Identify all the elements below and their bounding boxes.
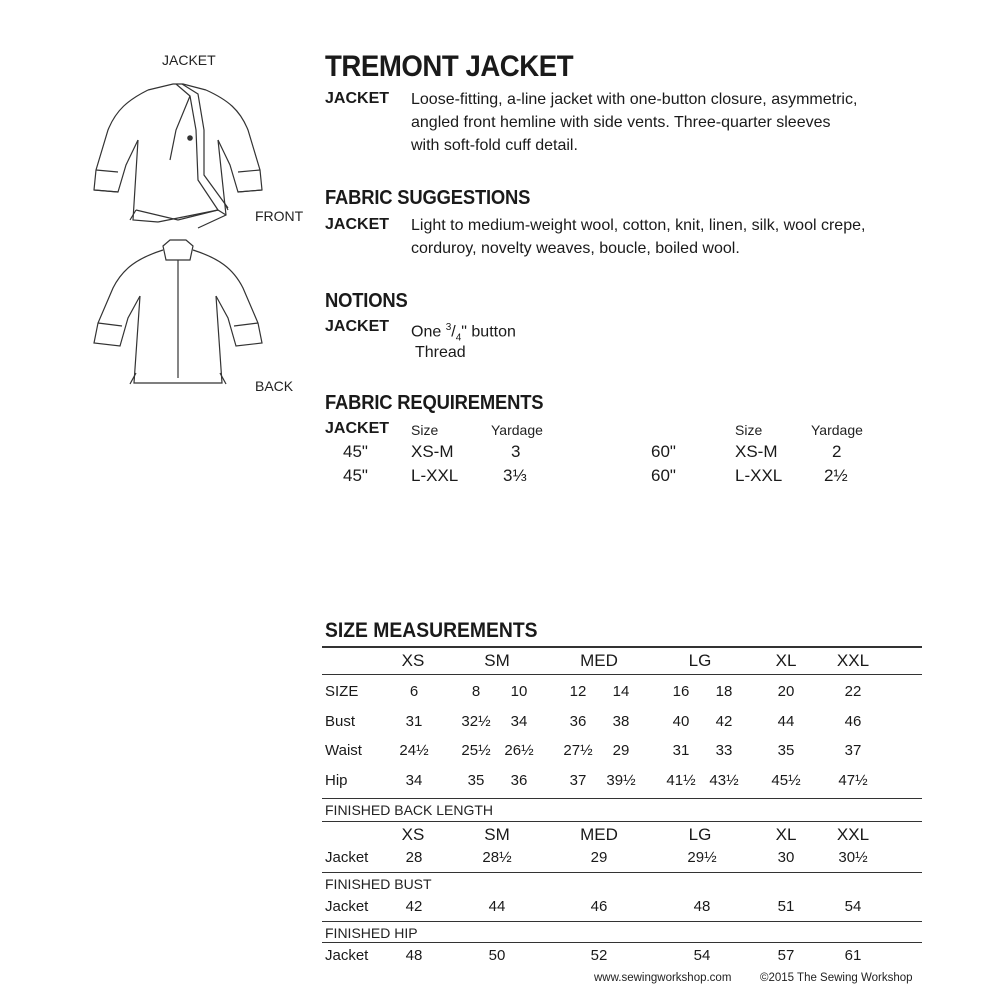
size-measurements-heading: SIZE MEASUREMENTS bbox=[325, 619, 538, 642]
finished-bust-cell: 54 bbox=[844, 898, 862, 915]
fabric-req-size: XS-M bbox=[735, 442, 778, 461]
hip-cell: 45½ bbox=[771, 772, 801, 789]
fabric-req-width: 60" bbox=[651, 442, 676, 461]
finished-hip-rule bbox=[322, 921, 922, 922]
fabric-req-yardage-header-right: Yardage bbox=[811, 422, 863, 438]
waist-cell: 26½ bbox=[504, 742, 534, 759]
notions-label: JACKET bbox=[325, 318, 390, 335]
size-group-header: SM bbox=[484, 651, 510, 670]
fabric-req-width: 60" bbox=[651, 466, 676, 485]
front-view-label: FRONT bbox=[255, 208, 304, 224]
back-length-cell: 29½ bbox=[687, 849, 717, 866]
hip-cell: 34 bbox=[405, 772, 423, 789]
waist-row-label: Waist bbox=[325, 742, 362, 759]
notions-heading: NOTIONS bbox=[325, 290, 408, 312]
finished-hip-cell: 52 bbox=[590, 947, 608, 964]
size-cell: 12 bbox=[569, 683, 587, 700]
jacket-illustration-label: JACKET bbox=[162, 52, 216, 68]
back-view-label: BACK bbox=[255, 378, 294, 394]
size-group-header: LG bbox=[688, 651, 712, 670]
description-line-2: angled front hemline with side vents. Three-quarter sleeves bbox=[411, 114, 831, 131]
size-header-rule bbox=[322, 674, 922, 675]
fabric-req-width: 45" bbox=[343, 466, 368, 485]
fabric-req-yardage: 3 bbox=[511, 442, 521, 461]
fabric-suggestions-line-1: Light to medium-weight wool, cotton, knit, linen, silk, wool crepe, bbox=[411, 217, 866, 234]
finished-bust-heading: FINISHED BUST bbox=[325, 876, 432, 892]
waist-cell: 31 bbox=[672, 742, 690, 759]
finished-bust-cell: 44 bbox=[488, 898, 506, 915]
fabric-requirements-heading: FABRIC REQUIREMENTS bbox=[325, 392, 544, 414]
footer-copyright: ©2015 The Sewing Workshop bbox=[760, 972, 913, 984]
finished-bust-cell: 46 bbox=[590, 898, 608, 915]
hip-row-label: Hip bbox=[325, 772, 348, 789]
hip-cell: 47½ bbox=[838, 772, 868, 789]
size-group-header: XS bbox=[401, 825, 425, 844]
back-length-cell: 29 bbox=[590, 849, 608, 866]
size-cell: 16 bbox=[672, 683, 690, 700]
finished-back-length-heading-rule bbox=[322, 821, 922, 822]
notions-button-line: One $^3/_4$" button bbox=[411, 322, 516, 344]
notions-button-numerator: 3 bbox=[445, 322, 452, 333]
finished-hip-cell: 48 bbox=[405, 947, 423, 964]
hip-cell: 39½ bbox=[606, 772, 636, 789]
size-cell: 14 bbox=[612, 683, 630, 700]
size-cell: 18 bbox=[715, 683, 733, 700]
fabric-suggestions-label: JACKET bbox=[325, 216, 390, 233]
bust-cell: 36 bbox=[569, 713, 587, 730]
fabric-req-width: 45" bbox=[343, 442, 368, 461]
fabric-req-yardage: 2½ bbox=[824, 466, 848, 485]
notions-button-prefix: One bbox=[411, 323, 446, 341]
fabric-req-size-header-right: Size bbox=[735, 422, 763, 438]
size-group-header: LG bbox=[688, 825, 712, 844]
finished-bust-row-label: Jacket bbox=[325, 898, 369, 915]
size-group-header: XS bbox=[401, 651, 425, 670]
finished-bust-cell: 42 bbox=[405, 898, 423, 915]
waist-cell: 27½ bbox=[563, 742, 593, 759]
waist-cell: 33 bbox=[715, 742, 733, 759]
finished-bust-cell: 48 bbox=[693, 898, 711, 915]
notions-button-suffix: " button bbox=[461, 323, 516, 341]
hip-cell: 37 bbox=[569, 772, 587, 789]
fabric-req-yardage: 3⅓ bbox=[503, 466, 527, 485]
waist-cell: 29 bbox=[612, 742, 630, 759]
fabric-suggestions-heading: FABRIC SUGGESTIONS bbox=[325, 187, 531, 209]
finished-hip-cell: 54 bbox=[693, 947, 711, 964]
waist-cell: 24½ bbox=[399, 742, 429, 759]
hip-cell: 41½ bbox=[666, 772, 696, 789]
back-length-cell: 28½ bbox=[482, 849, 512, 866]
size-cell: 8 bbox=[471, 683, 481, 700]
back-length-cell: 30½ bbox=[838, 849, 868, 866]
finished-hip-heading-rule bbox=[322, 942, 922, 943]
bust-cell: 32½ bbox=[461, 713, 491, 730]
bust-cell: 40 bbox=[672, 713, 690, 730]
bust-cell: 34 bbox=[510, 713, 528, 730]
bust-cell: 46 bbox=[844, 713, 862, 730]
finished-hip-cell: 50 bbox=[488, 947, 506, 964]
size-table-top-rule bbox=[322, 646, 922, 648]
bust-cell: 44 bbox=[777, 713, 795, 730]
fabric-suggestions-line-2: corduroy, novelty weaves, boucle, boiled wool. bbox=[411, 240, 740, 257]
finished-bust-cell: 51 bbox=[777, 898, 795, 915]
waist-cell: 35 bbox=[777, 742, 795, 759]
size-group-header: SM bbox=[484, 825, 510, 844]
back-length-row-label: Jacket bbox=[325, 849, 369, 866]
bust-cell: 38 bbox=[612, 713, 630, 730]
bust-cell: 31 bbox=[405, 713, 423, 730]
hip-cell: 43½ bbox=[709, 772, 739, 789]
description-label: JACKET bbox=[325, 90, 390, 107]
size-cell: 6 bbox=[409, 683, 419, 700]
fabric-req-size-header-left: Size bbox=[411, 422, 439, 438]
back-length-cell: 28 bbox=[405, 849, 423, 866]
size-group-header: MED bbox=[580, 825, 618, 844]
size-cell: 10 bbox=[510, 683, 528, 700]
fabric-req-size: XS-M bbox=[411, 442, 454, 461]
fabric-requirements-label: JACKET bbox=[325, 420, 390, 437]
notions-button-denominator: 4 bbox=[455, 332, 462, 344]
finished-hip-heading: FINISHED HIP bbox=[325, 925, 418, 941]
jacket-back-illustration bbox=[78, 238, 278, 398]
size-group-header: MED bbox=[580, 651, 618, 670]
hip-cell: 36 bbox=[510, 772, 528, 789]
size-group-header: XL bbox=[775, 825, 797, 844]
notions-thread: Thread bbox=[415, 344, 466, 361]
finished-back-length-heading: FINISHED BACK LENGTH bbox=[325, 802, 494, 818]
description-line-3: with soft-fold cuff detail. bbox=[411, 137, 578, 154]
fabric-req-yardage: 2 bbox=[832, 442, 842, 461]
fabric-req-size: L-XXL bbox=[735, 466, 783, 485]
waist-cell: 25½ bbox=[461, 742, 491, 759]
size-group-header: XXL bbox=[836, 825, 870, 844]
finished-hip-cell: 57 bbox=[777, 947, 795, 964]
finished-hip-row-label: Jacket bbox=[325, 947, 369, 964]
footer-website: www.sewingworkshop.com bbox=[594, 972, 732, 984]
hip-cell: 35 bbox=[467, 772, 485, 789]
finished-back-length-rule bbox=[322, 798, 922, 799]
bust-cell: 42 bbox=[715, 713, 733, 730]
page-title: TREMONT JACKET bbox=[325, 50, 574, 83]
finished-bust-rule bbox=[322, 872, 922, 873]
size-row-label: SIZE bbox=[325, 683, 359, 700]
bust-row-label: Bust bbox=[325, 713, 356, 730]
description-line-1: Loose-fitting, a-line jacket with one-button closure, asymmetric, bbox=[411, 91, 858, 108]
fabric-req-yardage-header-left: Yardage bbox=[491, 422, 543, 438]
size-cell: 22 bbox=[844, 683, 862, 700]
fabric-req-size: L-XXL bbox=[411, 466, 459, 485]
size-cell: 20 bbox=[777, 683, 795, 700]
jacket-front-illustration bbox=[78, 70, 278, 235]
finished-hip-cell: 61 bbox=[844, 947, 862, 964]
waist-cell: 37 bbox=[844, 742, 862, 759]
size-group-header: XL bbox=[775, 651, 797, 670]
back-length-cell: 30 bbox=[777, 849, 795, 866]
size-group-header: XXL bbox=[836, 651, 870, 670]
